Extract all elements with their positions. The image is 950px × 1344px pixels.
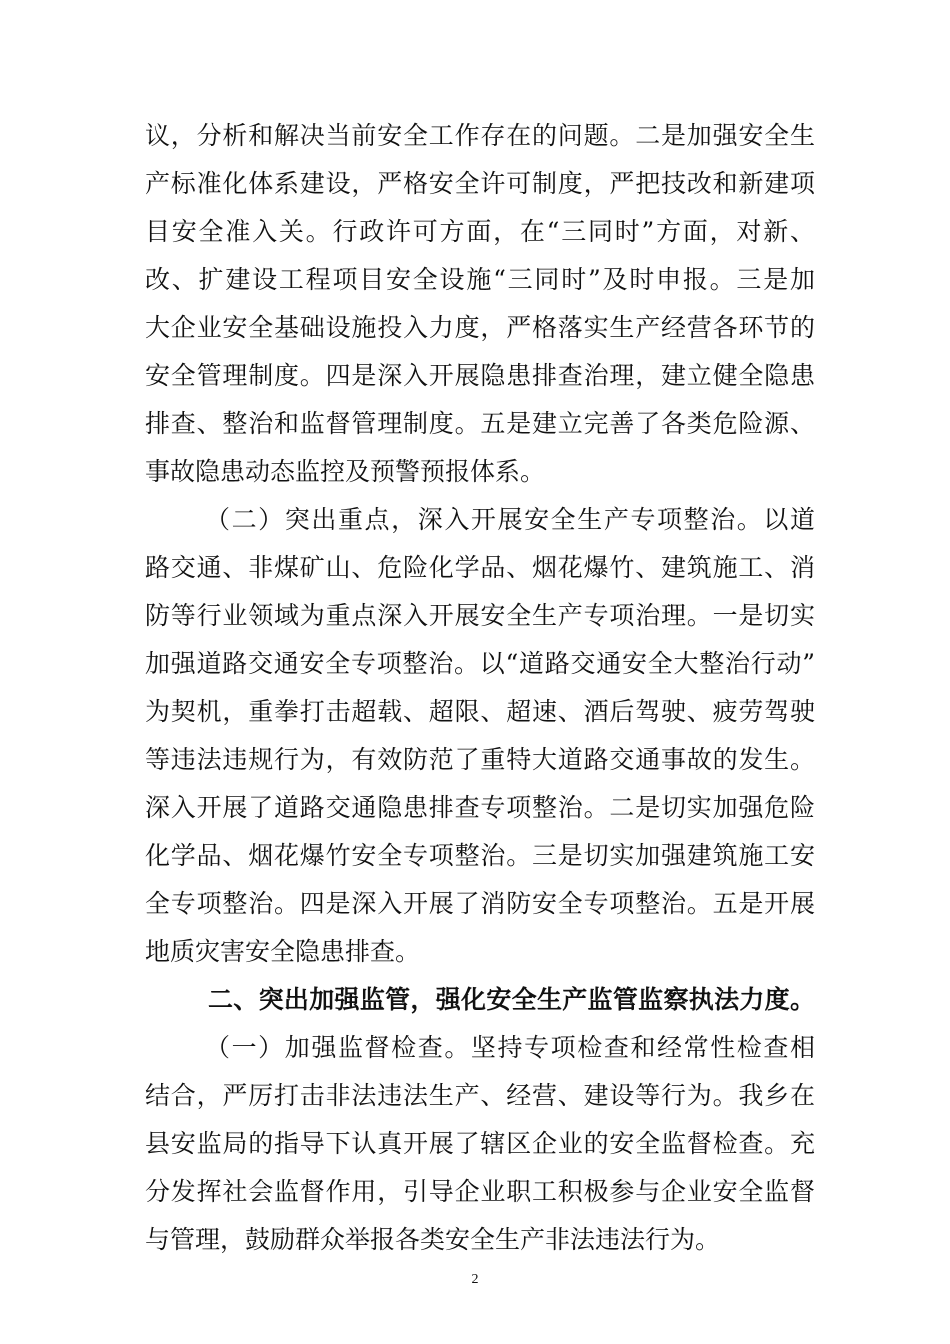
- body-text-line: 产标准化体系建设，严格安全许可制度，严把技改和新建项: [145, 169, 815, 198]
- section-heading: 二、突出加强监管，强化安全生产监管监察执法力度。: [208, 985, 815, 1014]
- body-text-line: 防等行业领域为重点深入开展安全生产专项治理。一是切实: [145, 601, 815, 630]
- body-text-line: 深入开展了道路交通隐患排查专项整治。二是切实加强危险: [145, 793, 815, 822]
- body-text-line: 地质灾害安全隐患排查。: [145, 937, 421, 966]
- body-text-line: （一）加强监督检查。坚持专项检查和经常性检查相: [205, 1033, 815, 1062]
- body-text-line: 全专项整治。四是深入开展了消防安全专项整治。五是开展: [145, 889, 815, 918]
- body-text-line: 等违法违规行为，有效防范了重特大道路交通事故的发生。: [145, 745, 815, 774]
- body-text-line: 为契机，重拳打击超载、超限、超速、酒后驾驶、疲劳驾驶: [145, 697, 815, 726]
- body-text-line: 加强道路交通安全专项整治。以“道路交通安全大整治行动”: [145, 649, 815, 678]
- page-number: 2: [471, 1272, 479, 1287]
- body-text-line: 路交通、非煤矿山、危险化学品、烟花爆竹、建筑施工、消: [145, 553, 815, 582]
- body-text-line: 大企业安全基础设施投入力度，严格落实生产经营各环节的: [145, 313, 815, 342]
- body-text-line: 安全管理制度。四是深入开展隐患排查治理，建立健全隐患: [145, 361, 815, 390]
- body-text-line: 改、扩建设工程项目安全设施“三同时”及时申报。三是加: [145, 265, 815, 294]
- body-text-line: 事故隐患动态监控及预警预报体系。: [145, 457, 546, 486]
- body-text-line: 议，分析和解决当前安全工作存在的问题。二是加强安全生: [145, 121, 815, 150]
- body-text-line: 与管理，鼓励群众举报各类安全生产非法违法行为。: [145, 1225, 721, 1254]
- body-text-line: 目安全准入关。行政许可方面，在“三同时”方面，对新、: [145, 217, 815, 246]
- body-text-line: 化学品、烟花爆竹安全专项整治。三是切实加强建筑施工安: [145, 841, 815, 870]
- body-text-line: 县安监局的指导下认真开展了辖区企业的安全监督检查。充: [145, 1129, 815, 1158]
- body-text-line: 结合，严厉打击非法违法生产、经营、建设等行为。我乡在: [145, 1081, 815, 1110]
- body-text-line: 排查、整治和监督管理制度。五是建立完善了各类危险源、: [145, 409, 815, 438]
- body-text-line: （二）突出重点，深入开展安全生产专项整治。以道: [205, 505, 815, 534]
- body-text-line: 分发挥社会监督作用，引导企业职工积极参与企业安全监督: [145, 1177, 815, 1206]
